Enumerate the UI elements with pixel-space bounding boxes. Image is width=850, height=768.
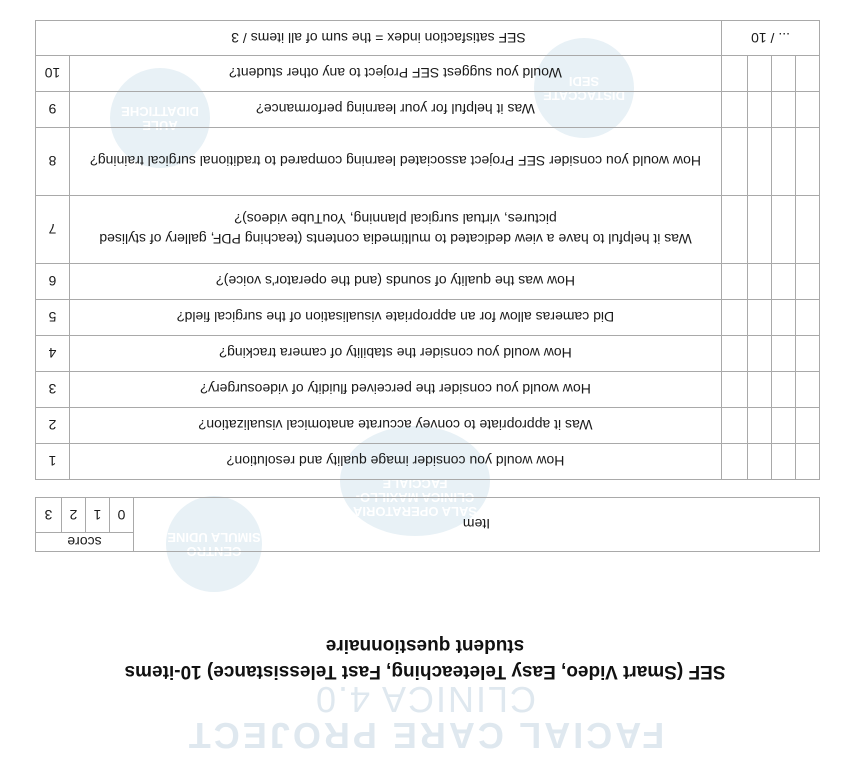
question-number: 7 [36, 196, 70, 264]
satisfaction-total: ... / 10 [722, 21, 820, 56]
score-cell[interactable] [722, 336, 748, 372]
satisfaction-index-label: SEF satisfaction index = the sum of all items / 3 [36, 21, 722, 56]
score-cell[interactable] [722, 372, 748, 408]
question-number: 1 [36, 444, 70, 480]
table-row [36, 372, 820, 408]
table-row [36, 336, 820, 372]
question-text: How would you consider the stability of camera tracking? [70, 336, 722, 372]
question-text: How was the quality of sounds (and the operator's voice)? [70, 264, 722, 300]
score-cell[interactable] [722, 264, 748, 300]
score-cell[interactable] [796, 264, 820, 300]
table-footer-row [36, 21, 820, 56]
score-value: 3 [35, 498, 61, 533]
question-number: 8 [36, 128, 70, 196]
score-cell[interactable] [796, 336, 820, 372]
table-row [36, 444, 820, 480]
table-row [36, 92, 820, 128]
table-row [36, 56, 820, 92]
score-value: 1 [86, 498, 110, 533]
score-cell[interactable] [722, 300, 748, 336]
question-text: Would you suggest SEF Project to any other student? [70, 56, 722, 92]
question-number: 10 [36, 56, 70, 92]
score-cell[interactable] [748, 56, 772, 92]
score-cell[interactable] [772, 300, 796, 336]
table-row [36, 408, 820, 444]
question-number: 4 [36, 336, 70, 372]
score-cell[interactable] [748, 444, 772, 480]
question-number: 6 [36, 264, 70, 300]
watermark-subtitle: CLINICA 4.0 [313, 679, 537, 720]
score-cell[interactable] [748, 92, 772, 128]
score-cell[interactable] [772, 336, 796, 372]
score-cell[interactable] [722, 196, 748, 264]
question-number: 5 [36, 300, 70, 336]
item-header [134, 498, 820, 552]
score-cell[interactable] [796, 56, 820, 92]
question-text: Did cameras allow for an appropriate visualisation of the surgical field? [70, 300, 722, 336]
score-cell[interactable] [722, 128, 748, 196]
score-cell[interactable] [772, 372, 796, 408]
question-number: 3 [36, 372, 70, 408]
score-cell[interactable] [796, 372, 820, 408]
score-cell[interactable] [748, 408, 772, 444]
score-cell[interactable] [748, 336, 772, 372]
watermark-circle-label: DISTACCATE SEDI [543, 74, 625, 103]
score-cell[interactable] [796, 92, 820, 128]
questionnaire-table [35, 497, 820, 552]
table-row [36, 300, 820, 336]
score-value: 2 [62, 498, 86, 533]
question-text: How would you consider image quality and resolution? [70, 444, 722, 480]
score-cell[interactable] [772, 56, 796, 92]
question-number: 9 [36, 92, 70, 128]
question-text: Was it helpful to have a view dedicated to multimedia contents (teaching PDF, gallery of stylised pictures, virtual surgical planning, YouTube videos)? [70, 196, 722, 264]
question-text: Was it appropriate to convey accurate anatomical visualization? [70, 408, 722, 444]
score-cell[interactable] [772, 444, 796, 480]
score-cell[interactable] [748, 196, 772, 264]
score-cell[interactable] [772, 128, 796, 196]
questionnaire-title: SEF (Smart Video, Easy Teleteaching, Fast Telessistance) 10-items [124, 661, 726, 682]
question-text: How would you consider the perceived fluidity of videosurgery? [70, 372, 722, 408]
table-row [36, 128, 820, 196]
score-header: score [35, 533, 133, 552]
watermark-circle-label: CENTRO SIMULA UDINE [167, 530, 261, 559]
questions-table [35, 20, 820, 480]
score-cell[interactable] [748, 264, 772, 300]
watermark-circle-label: SALA OPERATORIA CLINICA MAXILLO-FACCIALE [353, 476, 477, 519]
item-header-label: Item [462, 516, 491, 533]
score-cell[interactable] [748, 372, 772, 408]
score-cell[interactable] [722, 92, 748, 128]
score-cell[interactable] [722, 444, 748, 480]
score-cell[interactable] [748, 128, 772, 196]
score-cell[interactable] [722, 408, 748, 444]
score-cell[interactable] [722, 56, 748, 92]
score-cell[interactable] [796, 300, 820, 336]
score-cell[interactable] [796, 444, 820, 480]
score-cell[interactable] [748, 300, 772, 336]
score-cell[interactable] [772, 408, 796, 444]
score-value: 0 [110, 498, 134, 533]
table-row [36, 264, 820, 300]
score-cell[interactable] [796, 408, 820, 444]
watermark-circle-label: AULE DIDATTICHE [121, 104, 199, 133]
questionnaire-subtitle: student questionnaire [325, 635, 525, 656]
question-text: How would you consider SEF Project associated learning compared to traditional surgical training? [70, 128, 722, 196]
question-number: 2 [36, 408, 70, 444]
score-cell[interactable] [772, 196, 796, 264]
score-cell[interactable] [772, 92, 796, 128]
question-text: Was it helpful for your learning performance? [70, 92, 722, 128]
score-cell[interactable] [796, 128, 820, 196]
watermark-title: FACIAL CARE PROJECT [185, 715, 665, 756]
score-cell[interactable] [796, 196, 820, 264]
score-cell[interactable] [772, 264, 796, 300]
table-row [36, 196, 820, 264]
